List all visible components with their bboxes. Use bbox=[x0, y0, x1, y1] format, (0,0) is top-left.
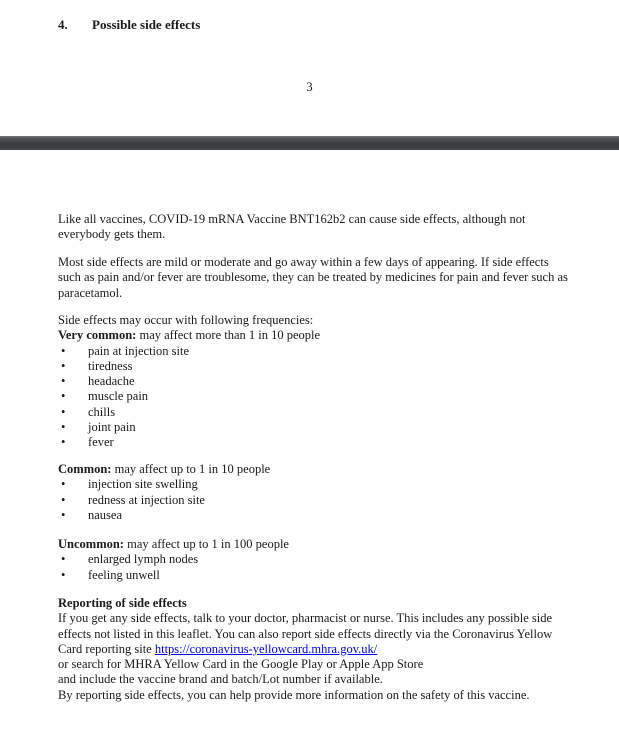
section-number: 4. bbox=[58, 17, 68, 32]
list-item-label: muscle pain bbox=[88, 389, 149, 404]
list-item bbox=[58, 477, 597, 492]
page-break-divider bbox=[0, 136, 619, 150]
reporting-line: and include the vaccine brand and batch/Lot number if available. bbox=[58, 672, 383, 687]
list-item-label: joint pain bbox=[88, 420, 136, 435]
reporting-link-prefix: Card reporting site bbox=[58, 641, 155, 656]
bullet-icon: • bbox=[61, 567, 66, 582]
frequency-header bbox=[58, 462, 597, 477]
bullet-icon: • bbox=[61, 374, 66, 389]
page-number: 3 bbox=[306, 80, 313, 94]
bullet-icon: • bbox=[61, 404, 66, 419]
paragraph-mild-moderate bbox=[58, 255, 597, 301]
list-item bbox=[58, 359, 597, 374]
bullet-icon: • bbox=[61, 343, 66, 358]
bullet-icon: • bbox=[61, 492, 66, 507]
paragraph-line: paracetamol. bbox=[58, 285, 123, 300]
list-item bbox=[58, 508, 597, 523]
list-item bbox=[58, 374, 597, 389]
reporting-line: By reporting side effects, you can help provide more information on the safety of this vaccine. bbox=[58, 687, 530, 702]
paragraph-line: everybody gets them. bbox=[58, 227, 166, 242]
list-item-label: redness at injection site bbox=[88, 492, 205, 507]
list-item bbox=[58, 344, 597, 359]
section-title: Possible side effects bbox=[92, 17, 201, 32]
frequency-group-very-common bbox=[58, 313, 597, 451]
reporting-line bbox=[58, 642, 597, 657]
list-item-label: injection site swelling bbox=[88, 477, 198, 492]
frequencies-intro: Side effects may occur with following frequencies: bbox=[58, 313, 314, 327]
frequency-desc: may affect up to 1 in 10 people bbox=[111, 462, 271, 476]
list-item-label: feeling unwell bbox=[88, 567, 160, 582]
paragraph-line: Most side effects are mild or moderate and go away within a few days of appearing. If side effects bbox=[58, 255, 549, 269]
reporting-heading: Reporting of side effects bbox=[58, 596, 187, 610]
list-item bbox=[58, 552, 597, 567]
section-heading bbox=[58, 17, 597, 32]
frequency-label: Very common: bbox=[58, 328, 137, 343]
bullet-icon: • bbox=[61, 389, 66, 404]
list-item bbox=[58, 405, 597, 420]
list-item-label: tiredness bbox=[88, 358, 133, 373]
paragraph-intro bbox=[58, 212, 597, 243]
list-item bbox=[58, 420, 597, 435]
reporting-line: or search for MHRA Yellow Card in the Google Play or Apple App Store bbox=[58, 657, 424, 672]
frequency-header bbox=[58, 537, 597, 552]
frequency-header bbox=[58, 328, 597, 343]
list-item bbox=[58, 493, 597, 508]
list-item bbox=[58, 389, 597, 404]
bullet-icon: • bbox=[61, 552, 66, 567]
list-item-label: nausea bbox=[88, 507, 123, 522]
list-item-label: chills bbox=[88, 404, 116, 419]
bullet-icon: • bbox=[61, 420, 66, 435]
paragraph-line: Like all vaccines, COVID-19 mRNA Vaccine BNT162b2 can cause side effects, although not bbox=[58, 212, 526, 226]
bullet-icon: • bbox=[61, 358, 66, 373]
bullet-icon: • bbox=[61, 435, 66, 450]
frequency-desc: may affect more than 1 in 10 people bbox=[136, 328, 321, 343]
paragraph-line: such as pain and/or fever are troublesome, they can be treated by medicines for pain and fever such as bbox=[58, 270, 568, 285]
frequency-label: Common: bbox=[58, 462, 112, 476]
bullet-icon: • bbox=[61, 477, 66, 492]
frequency-group-common bbox=[58, 462, 597, 523]
list-item-label: enlarged lymph nodes bbox=[88, 552, 199, 567]
frequency-label: Uncommon: bbox=[58, 537, 124, 551]
list-item bbox=[58, 568, 597, 583]
reporting-line: effects not listed in this leaflet. You can also report side effects directly via the Coronavirus Yellow bbox=[58, 626, 553, 641]
frequency-desc: may affect up to 1 in 100 people bbox=[123, 537, 289, 551]
list-item-label: pain at injection site bbox=[88, 343, 190, 358]
reporting-line: If you get any side effects, talk to your doctor, pharmacist or nurse. This includes any possible side bbox=[58, 611, 553, 626]
list-item-label: fever bbox=[88, 435, 114, 450]
bullet-icon: • bbox=[61, 507, 66, 522]
frequency-group-uncommon bbox=[58, 537, 597, 583]
list-item bbox=[58, 435, 597, 450]
reporting-section bbox=[58, 596, 597, 703]
yellow-card-link[interactable]: https://coronavirus-yellowcard.mhra.gov.uk/ bbox=[154, 641, 378, 656]
list-item-label: headache bbox=[88, 374, 135, 389]
